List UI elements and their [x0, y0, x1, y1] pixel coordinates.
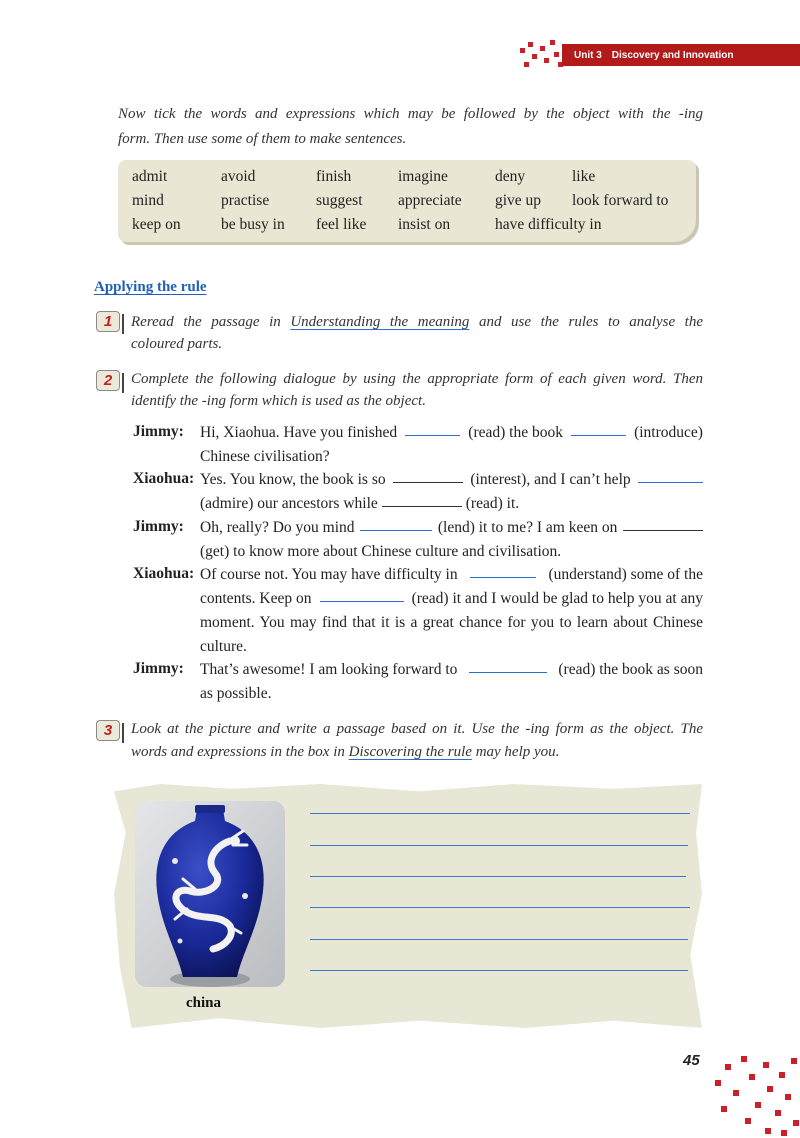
dialogue-line [200, 468, 703, 492]
task-number-1: 1 [96, 311, 120, 332]
task3-text-b: may help you. [475, 744, 560, 760]
word-row [132, 189, 668, 213]
word-table [132, 165, 668, 237]
answer-blank[interactable] [360, 516, 432, 531]
task1-link[interactable]: Understanding the meaning [290, 314, 470, 330]
dialogue-line [200, 421, 703, 445]
task3-link[interactable]: Discovering the rule [348, 744, 472, 760]
speaker-xiaohua: Xiaohua: [133, 565, 195, 582]
dialogue-text: contents. Keep on [200, 590, 312, 607]
photo-caption: china [186, 995, 222, 1011]
speaker-jimmy: Jimmy: [133, 518, 184, 535]
word-item: appreciate [398, 192, 462, 209]
instruction-line-2: form. Then use some of them to make sentences. [118, 131, 407, 147]
dialogue-text: (read) the book [468, 424, 563, 441]
word-item: feel like [316, 216, 367, 233]
task1-line-1 [131, 311, 703, 333]
task1-line-2: coloured parts. [131, 336, 223, 352]
discover-instruction [118, 102, 703, 152]
word-item: finish [316, 168, 352, 185]
dialogue-text: Yes. You know, the book is so [200, 471, 386, 488]
speaker-jimmy: Jimmy: [133, 660, 184, 677]
writing-line[interactable] [310, 907, 690, 908]
writing-line[interactable] [310, 970, 688, 971]
answer-blank[interactable] [623, 516, 703, 531]
task1-text [131, 311, 703, 355]
task-number-3: 3 [96, 720, 120, 741]
unit-banner [562, 44, 800, 66]
dialogue-line: culture. [200, 638, 247, 655]
dialogue-text: Oh, really? Do you mind [200, 519, 355, 536]
task3-text-a: words and expressions in the box in [131, 744, 345, 760]
task3-line-1: Look at the picture and write a passage based on it. Use the -ing form as the object. The [131, 721, 703, 737]
dialogue-text: That’s awesome! I am looking forward to [200, 661, 458, 678]
writing-line[interactable] [310, 939, 688, 940]
task2-text [131, 368, 703, 412]
word-item: deny [495, 168, 526, 185]
answer-blank[interactable] [405, 421, 460, 436]
word-item: insist on [398, 216, 451, 233]
dialogue-text: (read) it and I would be glad to help you at any [411, 590, 703, 607]
dialogue-line [200, 516, 703, 540]
word-item: practise [221, 192, 270, 209]
dialogue-text: (introduce) [634, 424, 703, 441]
word-row [132, 165, 668, 189]
word-item: be busy in [221, 216, 285, 233]
task2-line-1: Complete the following dialogue by using the appropriate form of each given word. Then [131, 371, 703, 387]
task1-text-a: Reread the passage in [131, 314, 281, 330]
dialogue-text: Of course not. You may have difficulty in [200, 566, 458, 583]
dialogue-line [200, 587, 703, 611]
word-row [132, 213, 668, 237]
word-item: imagine [398, 168, 448, 185]
word-item: keep on [132, 216, 181, 233]
task1-text-b: and use the rules to analyse the [479, 314, 703, 330]
dialogue-line [200, 492, 519, 516]
word-item: avoid [221, 168, 256, 185]
task3-line-2 [131, 741, 703, 764]
word-item: look forward to [572, 192, 669, 209]
footer-pixel-decoration [705, 1050, 800, 1138]
task-number-2: 2 [96, 370, 120, 391]
section-title: Applying the rule [94, 279, 207, 295]
dialogue-line [200, 658, 703, 682]
dialogue-line [200, 563, 703, 587]
answer-blank[interactable] [470, 563, 536, 578]
word-item: like [572, 168, 596, 185]
task2-line-2: identify the -ing form which is used as the object. [131, 393, 426, 409]
dialogue-text: (understand) some of the [548, 566, 703, 583]
task3-text [131, 718, 703, 764]
speaker-jimmy: Jimmy: [133, 423, 184, 440]
dialogue-line: moment. You may find that it is a great chance for you to learn about Chinese [200, 614, 703, 631]
dialogue-text: (interest), and I can’t help [470, 471, 631, 488]
dialogue-text: Hi, Xiaohua. Have you finished [200, 424, 398, 441]
dialogue-text: (admire) our ancestors while [200, 495, 378, 512]
unit-title: Discovery and Innovation [611, 49, 734, 61]
vase-photo [135, 801, 285, 987]
dialogue-text: (read) the book as soon [558, 661, 703, 678]
writing-line[interactable] [310, 876, 686, 877]
answer-blank[interactable] [571, 421, 626, 436]
answer-blank[interactable] [382, 492, 462, 507]
dialogue-line: as possible. [200, 685, 272, 702]
word-item: have difficulty in [495, 216, 602, 233]
page-number: 45 [683, 1052, 700, 1069]
word-item: admit [132, 168, 168, 185]
word-item: suggest [316, 192, 363, 209]
instruction-line-1: Now tick the words and expressions which may be followed by the object with the -ing [118, 106, 703, 122]
word-item: give up [495, 192, 542, 209]
dialogue-line: (get) to know more about Chinese culture and civilisation. [200, 543, 562, 560]
word-box [118, 160, 696, 242]
dialogue-text: (lend) it to me? I am keen on [437, 519, 618, 536]
blue-dragon-vase-image [135, 801, 285, 987]
answer-blank[interactable] [638, 468, 703, 483]
answer-blank[interactable] [320, 587, 404, 602]
answer-blank[interactable] [393, 468, 463, 483]
writing-line[interactable] [310, 845, 688, 846]
unit-number: Unit 3 [574, 49, 602, 61]
header-pixel-decoration [520, 40, 564, 70]
writing-line[interactable] [310, 813, 690, 814]
answer-blank[interactable] [469, 658, 547, 673]
word-item: mind [132, 192, 164, 209]
speaker-xiaohua: Xiaohua: [133, 470, 195, 487]
dialogue-text: (read) it. [465, 495, 520, 512]
dialogue-line: Chinese civilisation? [200, 448, 330, 465]
